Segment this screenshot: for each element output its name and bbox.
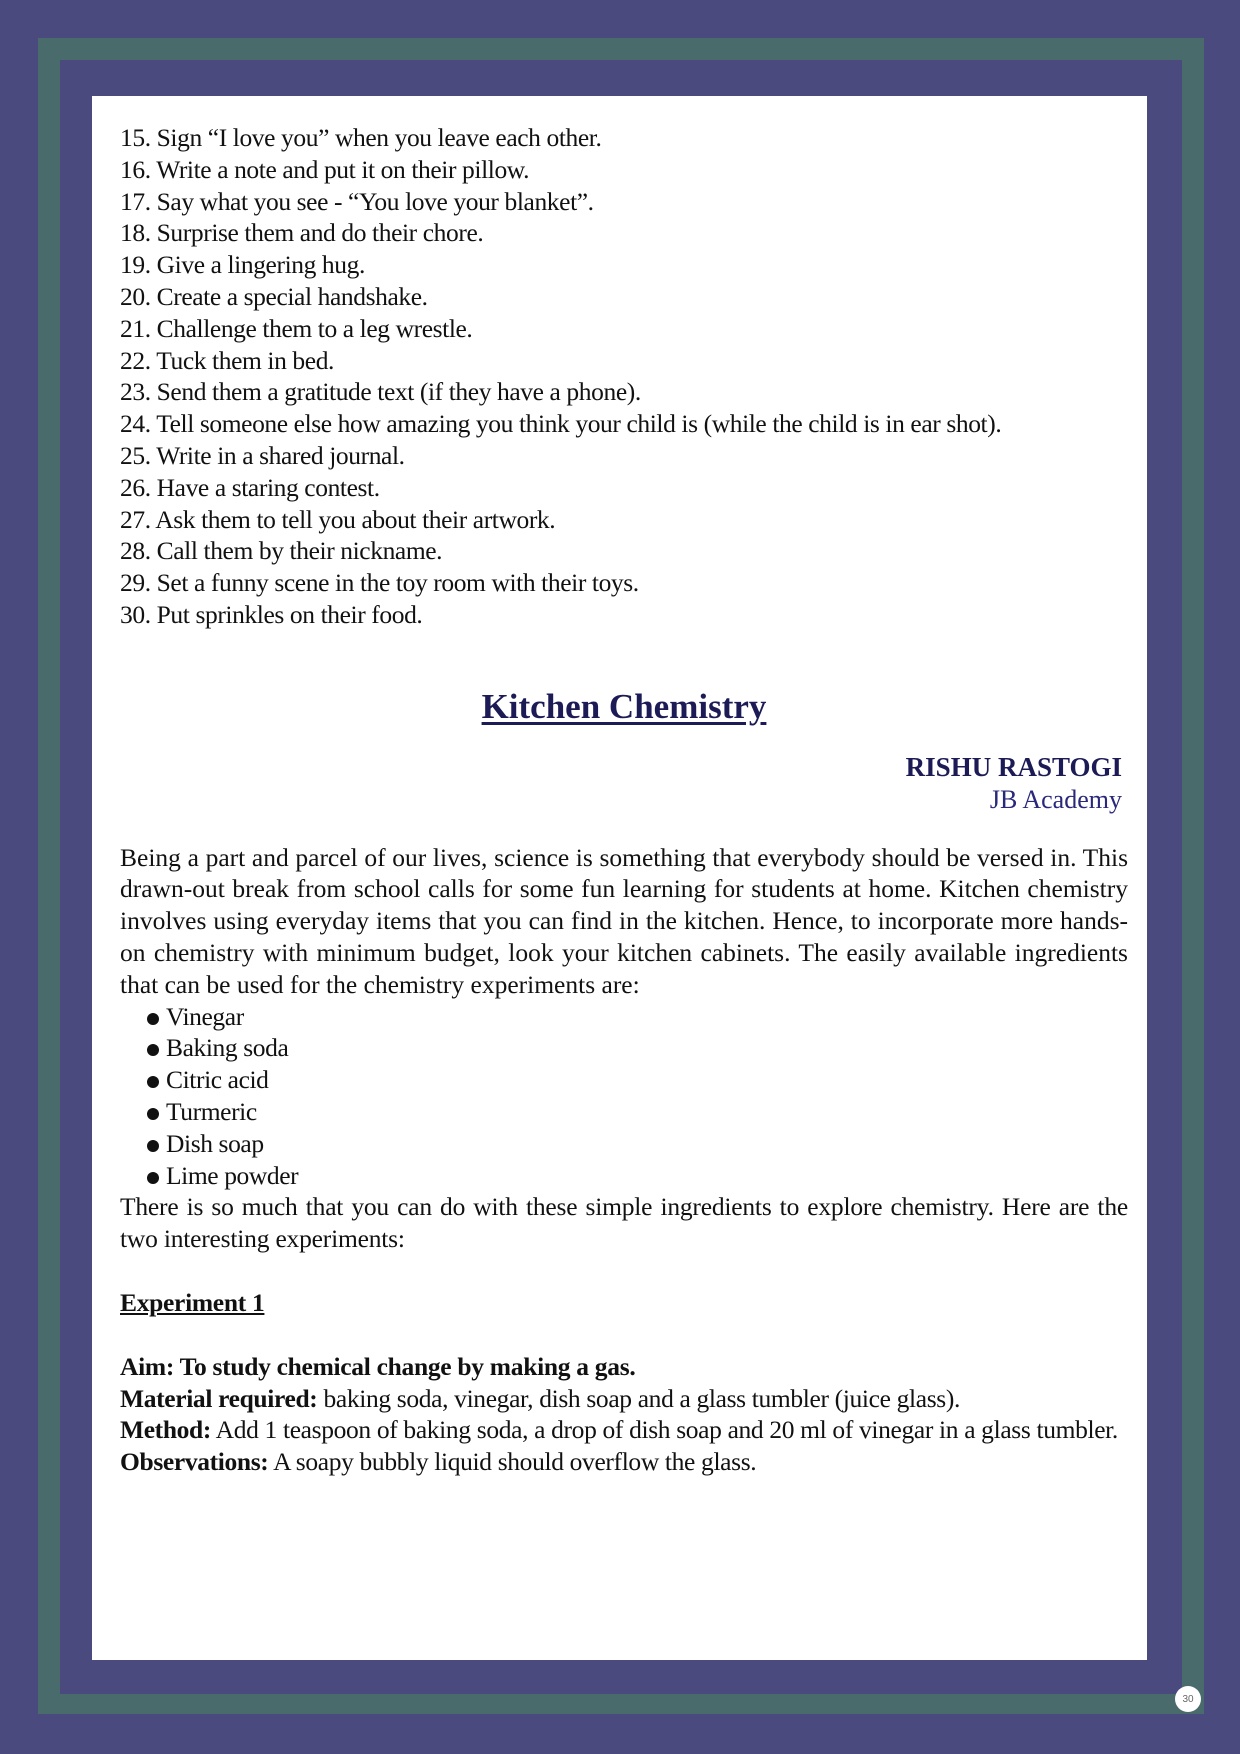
observations [120, 1446, 1128, 1478]
list-item: 19. Give a lingering hug. [120, 250, 365, 280]
experiment-aim: Aim: To study chemical change by making a gas. [120, 1351, 636, 1381]
author-name: RISHU RASTOGI [905, 751, 1122, 782]
method-text: Add 1 teaspoon of baking soda, a drop of dish soap and 20 ml of vinegar in a glass tumbler. [211, 1415, 1118, 1445]
list-item: 20. Create a special handshake. [120, 281, 428, 311]
list-item: 29. Set a funny scene in the toy room with their toys. [120, 568, 639, 598]
ingredient-item: Baking soda [146, 1032, 1128, 1064]
material-label: Material required: [120, 1383, 318, 1413]
article-title-wrap [120, 686, 1128, 726]
list-item: 17. Say what you see - “You love your blanket”. [120, 186, 594, 216]
page-content [120, 122, 1128, 1478]
ingredient-item: Vinegar [146, 1001, 1128, 1033]
list-item: 24. Tell someone else how amazing you think your child is (while the child is in ear shot). [120, 409, 1002, 439]
observations-text: A soapy bubbly liquid should overflow the glass. [268, 1447, 757, 1477]
ingredients-list [120, 1001, 1128, 1192]
intro-paragraph: Being a part and parcel of our lives, science is something that everybody should be versed in. This drawn-out break from school calls for some fun learning for students at home. Kitchen chemistry involves using everyday items that you can find in the kitchen. Hence, to incorporate more hands-on chemistry with minimum budget, look your kitchen cabinets. The easily available ingredients that can be used for the chemistry experiments are: [120, 842, 1128, 999]
list-item: 28. Call them by their nickname. [120, 536, 443, 566]
ingredient-item: Citric acid [146, 1064, 1128, 1096]
list-item: 27. Ask them to tell you about their artwork. [120, 504, 556, 534]
list-item: 26. Have a staring contest. [120, 472, 380, 502]
list-item: 18. Surprise them and do their chore. [120, 218, 484, 248]
byline [120, 750, 1128, 816]
article-title: Kitchen Chemistry [481, 686, 767, 726]
ingredient-item: Dish soap [146, 1128, 1128, 1160]
author-school: JB Academy [989, 784, 1122, 814]
list-item: 21. Challenge them to a leg wrestle. [120, 313, 473, 343]
list-item: 23. Send them a gratitude text (if they have a phone). [120, 377, 641, 407]
list-item: 25. Write in a shared journal. [120, 440, 405, 470]
observations-label: Observations: [120, 1447, 269, 1477]
list-item: 22. Tuck them in bed. [120, 345, 335, 375]
numbered-tips-list [120, 122, 1128, 631]
list-item: 15. Sign “I love you” when you leave each other. [120, 123, 602, 152]
method-label: Method: [120, 1415, 212, 1445]
experiment-heading: Experiment 1 [120, 1287, 265, 1317]
material-required [120, 1383, 1128, 1415]
ingredient-item: Lime powder [146, 1160, 1128, 1192]
method [120, 1414, 1128, 1446]
outro-paragraph: There is so much that you can do with these simple ingredients to explore chemistry. Here are the two interesting experiments: [120, 1192, 1128, 1254]
list-item: 16. Write a note and put it on their pillow. [120, 154, 530, 184]
page-number-badge: 30 [1175, 1686, 1201, 1712]
material-text: baking soda, vinegar, dish soap and a glass tumbler (juice glass). [317, 1383, 961, 1413]
list-item: 30. Put sprinkles on their food. [120, 599, 423, 629]
ingredient-item: Turmeric [146, 1096, 1128, 1128]
page-sheet [92, 96, 1147, 1660]
